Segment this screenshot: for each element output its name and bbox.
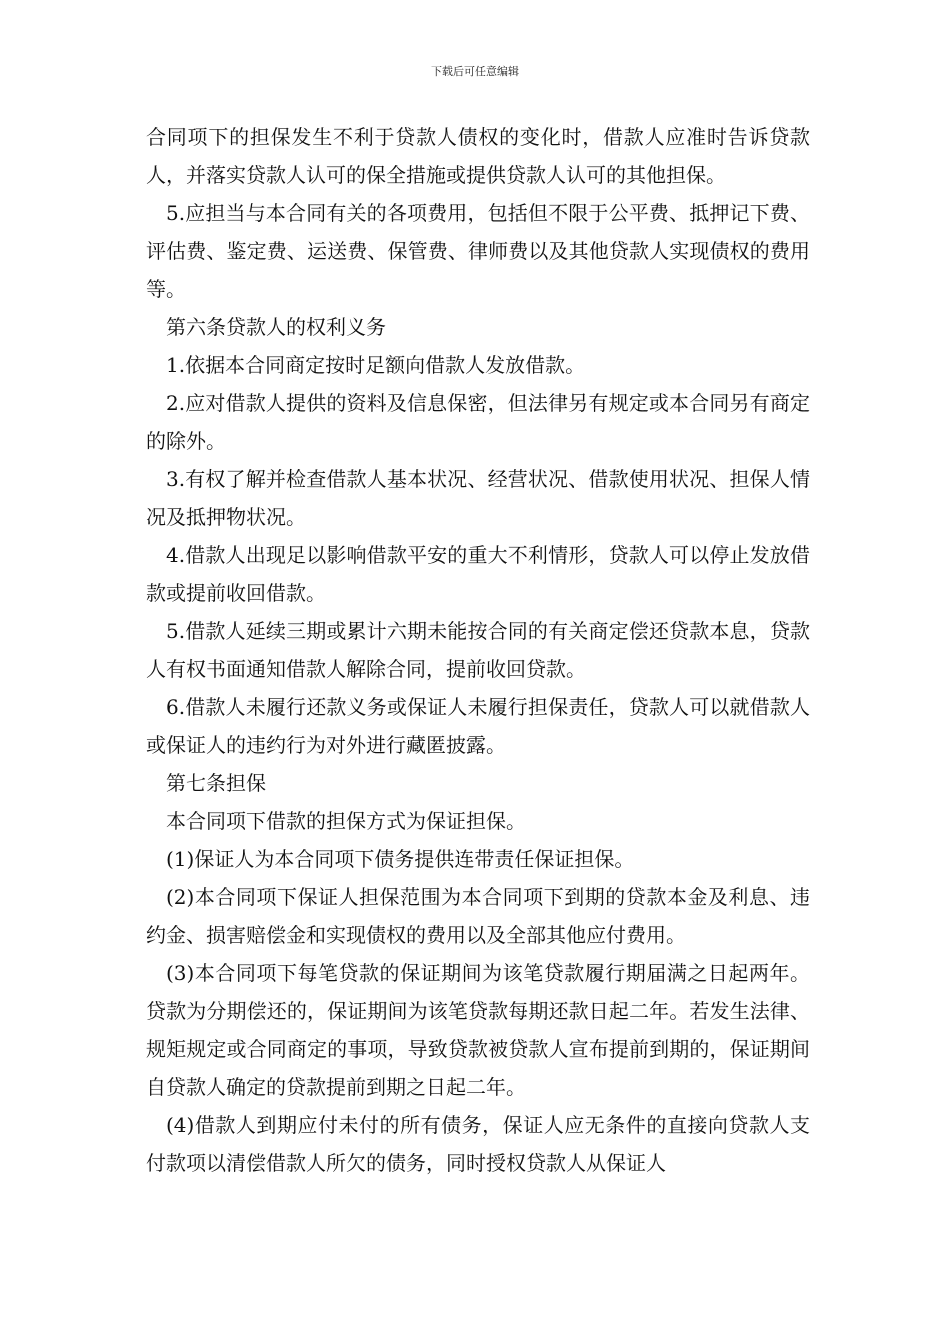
paragraph-item-3: 3.有权了解并检查借款人基本状况、经营状况、借款使用状况、担保人情况及抵押物状况。 bbox=[146, 467, 810, 529]
paragraph-guarantee-method: 本合同项下借款的担保方式为保证担保。 bbox=[166, 809, 526, 833]
paragraph-item-6: 6.借款人未履行还款义务或保证人未履行担保责任，贷款人可以就借款人或保证人的违约行为对外进行藏匿披露。 bbox=[146, 695, 810, 757]
paragraph-clause-3: (3)本合同项下每笔贷款的保证期间为该笔贷款履行期届满之日起两年。贷款为分期偿还的，保证期间为该笔贷款每期还款日起二年。若发生法律、规矩规定或合同商定的事项，导致贷款被贷款人宣布提前到期的，保证期间自贷款人确定的贷款提前到期之日起二年。 bbox=[146, 961, 810, 1099]
paragraph-item-5: 5.借款人延续三期或累计六期未能按合同的有关商定偿还贷款本息，贷款人有权书面通知借款人解除合同，提前收回贷款。 bbox=[146, 619, 810, 681]
paragraph-clause-4: (4)借款人到期应付未付的所有债务，保证人应无条件的直接向贷款人支付款项以清偿借款人所欠的债务，同时授权贷款人从保证人 bbox=[146, 1113, 810, 1175]
paragraph-item-2: 2.应对借款人提供的资料及信息保密，但法律另有规定或本合同另有商定的除外。 bbox=[146, 391, 810, 453]
paragraph-item-5-fees: 5.应担当与本合同有关的各项费用，包括但不限于公平费、抵押记下费、评估费、鉴定费、运送费、保管费、律师费以及其他贷款人实现债权的费用等。 bbox=[146, 201, 810, 301]
document-body bbox=[146, 118, 810, 1182]
section-heading-article-7: 第七条担保 bbox=[166, 771, 266, 795]
paragraph-continuation: 合同项下的担保发生不利于贷款人债权的变化时，借款人应准时告诉贷款人，并落实贷款人认可的保全措施或提供贷款人认可的其他担保。 bbox=[146, 125, 810, 187]
section-heading-article-6: 第六条贷款人的权利义务 bbox=[166, 315, 386, 339]
paragraph-clause-2: (2)本合同项下保证人担保范围为本合同项下到期的贷款本金及利息、违约金、损害赔偿金和实现债权的费用以及全部其他应付费用。 bbox=[146, 885, 810, 947]
page-header: 下载后可任意编辑 bbox=[431, 65, 519, 78]
paragraph-item-1: 1.依据本合同商定按时足额向借款人发放借款。 bbox=[166, 353, 586, 377]
paragraph-item-4: 4.借款人出现足以影响借款平安的重大不利情形，贷款人可以停止发放借款或提前收回借款。 bbox=[146, 543, 810, 605]
paragraph-clause-1: (1)保证人为本合同项下债务提供连带责任保证担保。 bbox=[166, 847, 635, 871]
